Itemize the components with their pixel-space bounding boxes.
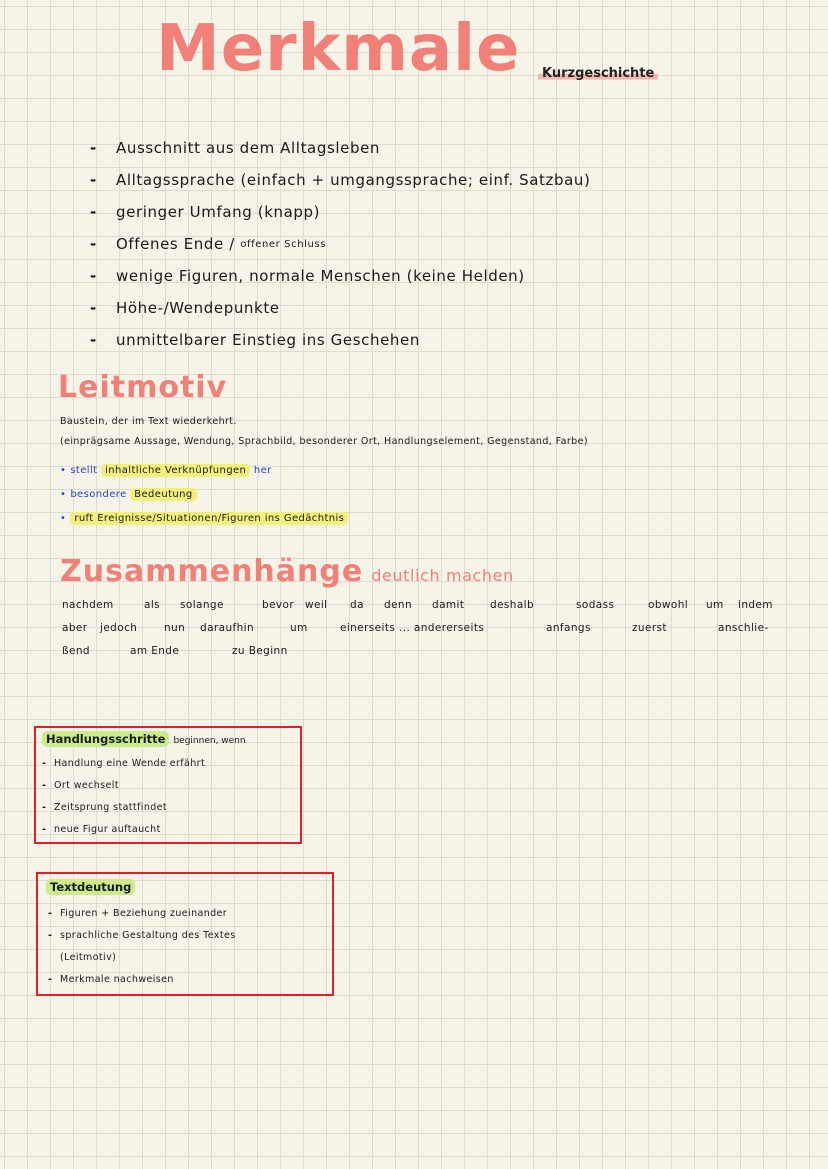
list-item: - Ort wechselt bbox=[42, 779, 119, 791]
conjunction: anschlie- bbox=[718, 622, 769, 634]
feature-list bbox=[90, 132, 730, 356]
conjunction: als bbox=[144, 599, 161, 611]
leitmotiv-heading: Leitmotiv bbox=[58, 370, 228, 405]
handlungsschritte-list bbox=[42, 752, 205, 840]
leitmotiv-definition: Baustein, der im Text wiederkehrt. bbox=[60, 416, 237, 427]
conjunction: indem bbox=[738, 599, 773, 611]
conjunction: um bbox=[706, 599, 724, 611]
conjunction: anfangs bbox=[546, 622, 591, 634]
conjunction: ßend bbox=[62, 645, 90, 657]
conjunction: sodass bbox=[576, 599, 615, 611]
page-title: Merkmale bbox=[156, 12, 521, 86]
list-item: - Offenes Ende / offener Schluss bbox=[90, 235, 327, 253]
conjunction: daraufhin bbox=[200, 622, 255, 634]
list-item: - neue Figur auftaucht bbox=[42, 823, 161, 835]
list-item: - Figuren + Beziehung zueinander bbox=[48, 907, 228, 919]
conjunction: nun bbox=[164, 622, 186, 634]
leitmotiv-bullets bbox=[60, 458, 348, 530]
zusammenhaenge-heading-tail: deutlich machen bbox=[371, 566, 514, 585]
list-item: - Merkmale nachweisen bbox=[48, 973, 174, 985]
textdeutung-title: Textdeutung bbox=[46, 880, 135, 894]
textdeutung-list bbox=[48, 902, 236, 990]
list-item: - unmittelbarer Einstieg ins Geschehen bbox=[90, 331, 420, 349]
conjunction: da bbox=[350, 599, 364, 611]
textdeutung-box bbox=[36, 872, 334, 996]
leitmotiv-examples: (einprägsame Aussage, Wendung, Sprachbild, besonderer Ort, Handlungselement, Gegenstand, Farbe) bbox=[60, 436, 588, 447]
list-item: • stellt inhaltliche Verknüpfungen her bbox=[60, 464, 272, 476]
conjunction: am Ende bbox=[130, 645, 180, 657]
conjunction: deshalb bbox=[490, 599, 535, 611]
conjunction: solange bbox=[180, 599, 224, 611]
list-item: - Zeitsprung stattfindet bbox=[42, 801, 168, 813]
conjunction: bevor bbox=[262, 599, 295, 611]
end-note: offener Schluss bbox=[240, 238, 327, 250]
conjunction: einerseits ... andererseits bbox=[340, 622, 485, 634]
page-subtitle: Kurzgeschichte bbox=[538, 66, 658, 81]
zusammenhaenge-heading: Zusammenhänge deutlich machen bbox=[60, 554, 514, 589]
conjunction: aber bbox=[62, 622, 88, 634]
conjunction: weil bbox=[305, 599, 328, 611]
list-item: - geringer Umfang (knapp) bbox=[90, 203, 321, 221]
list-item: - Höhe-/Wendepunkte bbox=[90, 299, 280, 317]
list-item: • ruft Ereignisse/Situationen/Figuren ins Gedächtnis bbox=[60, 506, 348, 530]
list-item: • besondere Bedeutung bbox=[60, 482, 348, 506]
list-item: - Alltagssprache (einfach + umgangssprache; einf. Satzbau) bbox=[90, 171, 591, 189]
list-item: - Ausschnitt aus dem Alltagsleben bbox=[90, 139, 381, 157]
list-item: (Leitmotiv) bbox=[60, 951, 117, 963]
list-item: - wenige Figuren, normale Menschen (keine Helden) bbox=[90, 267, 525, 285]
conjunction: denn bbox=[384, 599, 413, 611]
conjunction: nachdem bbox=[62, 599, 114, 611]
conjunction: damit bbox=[432, 599, 465, 611]
list-item: - Handlung eine Wende erfährt bbox=[42, 757, 206, 769]
list-item: - sprachliche Gestaltung des Textes bbox=[48, 929, 236, 941]
conjunction: jedoch bbox=[100, 622, 138, 634]
conjunction: obwohl bbox=[648, 599, 689, 611]
conjunction: zuerst bbox=[632, 622, 667, 634]
handlungsschritte-title: Handlungsschritte beginnen, wenn bbox=[42, 732, 246, 746]
conjunction: um bbox=[290, 622, 308, 634]
handlungsschritte-box bbox=[34, 726, 302, 844]
conjunction: zu Beginn bbox=[232, 645, 288, 657]
